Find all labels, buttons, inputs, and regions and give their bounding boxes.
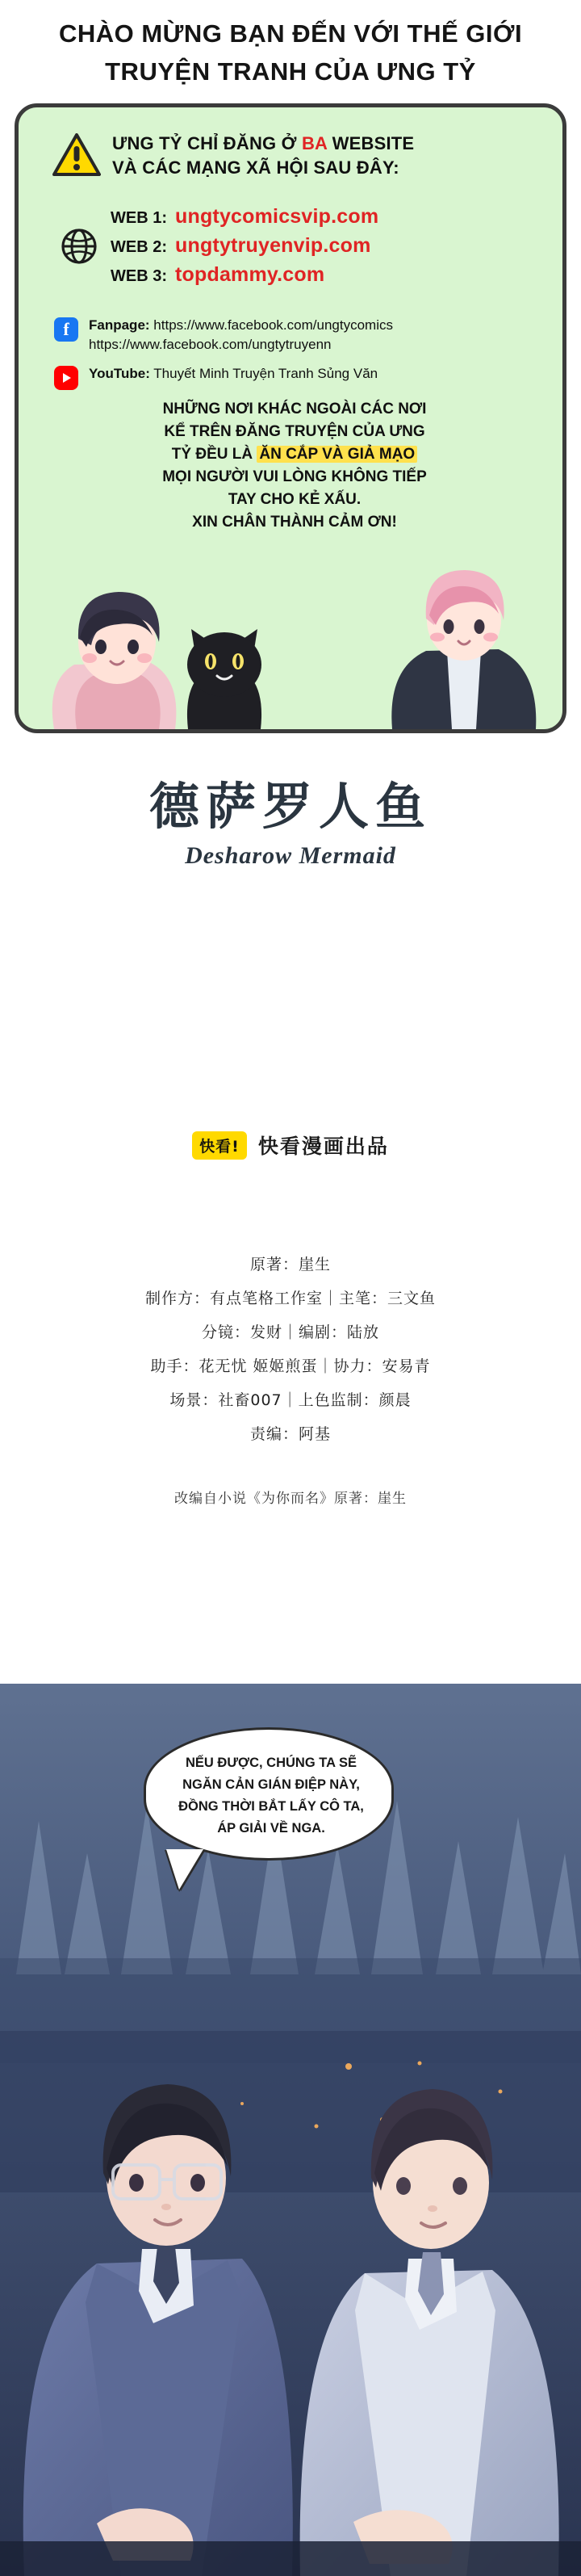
- notice-line: TAY CHO KẺ XẤU.: [228, 491, 362, 508]
- warning-text-c: WEBSITE: [327, 133, 415, 153]
- series-title-english: Desharow Mermaid: [185, 842, 396, 869]
- warning-text: [112, 130, 414, 180]
- notice-line: KỂ TRÊN ĐĂNG TRUYỆN CỦA ƯNG: [164, 423, 425, 440]
- website-item[interactable]: [111, 232, 378, 261]
- social-list: [54, 316, 554, 400]
- credit-line: 制作方：有点笔格工作室｜主笔：三文鱼: [144, 1290, 436, 1307]
- publisher-name: 快看漫画出品: [257, 1135, 389, 1158]
- character-boy2-illustration: [378, 556, 551, 729]
- website-url[interactable]: topdammy.com: [175, 263, 325, 286]
- warning-triangle-icon: [52, 133, 101, 177]
- bubble-line: ĐỒNG THỜI BẮT LẤY CÔ TA,: [178, 1799, 364, 1814]
- notice-line: NHỮNG NƠI KHÁC NGOÀI CÁC NƠI: [162, 401, 427, 417]
- website-url[interactable]: ungtycomicsvip.com: [175, 205, 379, 228]
- speech-bubble: [144, 1727, 394, 1861]
- character-cat-illustration: [164, 608, 285, 729]
- website-item[interactable]: [111, 203, 378, 232]
- bubble-line: NGĂN CẢN GIÁN ĐIỆP NÀY,: [182, 1777, 360, 1792]
- announcement-banner: [0, 0, 581, 743]
- globe-icon: [61, 228, 98, 265]
- announcement-box: [15, 103, 566, 733]
- website-label: WEB 1:: [111, 209, 167, 227]
- website-item[interactable]: [111, 261, 378, 290]
- credit-source-note: 改编自小说《为你而名》原著：崖生: [174, 1491, 407, 1507]
- series-title-block: [0, 775, 581, 985]
- banner-title-line2: TRUYỆN TRANH CỦA ƯNG TỶ: [105, 57, 476, 86]
- social-label: Fanpage:: [89, 317, 150, 333]
- credit-line: 助手：花无忧 姬姬煎蛋｜协力：安易青: [150, 1357, 431, 1375]
- social-channel[interactable]: Thuyết Minh Truyện Tranh Sủng Văn: [153, 366, 378, 381]
- website-url[interactable]: ungtytruyenvip.com: [175, 234, 371, 257]
- notice-line: MỌI NGƯỜI VUI LÒNG KHÔNG TIẾP: [162, 468, 427, 485]
- social-label: YouTube:: [89, 366, 150, 381]
- credit-line: 责编：阿基: [249, 1425, 331, 1443]
- facebook-icon: f: [54, 317, 78, 342]
- bubble-line: ÁP GIẢI VỀ NGA.: [217, 1821, 325, 1836]
- banner-title-line1: CHÀO MỪNG BẠN ĐẾN VỚI THẾ GIỚI: [58, 19, 523, 48]
- comic-panel: [0, 1684, 581, 2576]
- banner-title: [0, 15, 581, 90]
- social-text: [89, 316, 393, 355]
- website-label: WEB 3:: [111, 267, 167, 285]
- credit-line: 分镜：发财｜编剧：陆放: [201, 1324, 379, 1341]
- notice-highlight: ĂN CẮP VÀ GIẢ MẠO: [257, 446, 417, 463]
- credit-line: 场景：社畜007｜上色监制：颜晨: [169, 1391, 412, 1409]
- social-link-1[interactable]: https://www.facebook.com/ungtycomics: [153, 317, 393, 333]
- publisher-row: [0, 1131, 581, 1160]
- website-label: WEB 2:: [111, 238, 167, 256]
- warning-row: [52, 130, 537, 180]
- social-link-2[interactable]: https://www.facebook.com/ungtytruyenn: [89, 337, 332, 352]
- bubble-line: NẾU ĐƯỢC, CHÚNG TA SẼ: [185, 1756, 357, 1770]
- social-item-youtube[interactable]: [54, 364, 554, 390]
- website-list: [61, 203, 545, 290]
- kuaikan-badge: 快看!: [192, 1131, 247, 1160]
- warning-text-a: ƯNG TỶ CHỈ ĐĂNG Ở: [112, 133, 302, 153]
- youtube-icon: [54, 366, 78, 390]
- speech-bubble-text: [146, 1752, 396, 1840]
- piracy-notice: [19, 398, 566, 534]
- warning-count: BA: [301, 133, 328, 153]
- credit-line: 原著：崖生: [249, 1256, 331, 1273]
- notice-line: XIN CHÂN THÀNH CẢM ƠN!: [192, 514, 397, 531]
- warning-text-line2: VÀ CÁC MẠNG XÃ HỘI SAU ĐÂY:: [112, 157, 399, 178]
- series-title-chinese: 德萨罗人鱼: [148, 777, 432, 836]
- credits-block: [0, 1248, 581, 1511]
- notice-line-highlight: TỶ ĐỀU LÀ ĂN CẮP VÀ GIẢ MẠO: [19, 443, 566, 466]
- speech-bubble-tail: [166, 1849, 203, 1890]
- social-text: [89, 364, 378, 384]
- social-item-facebook[interactable]: [54, 316, 554, 355]
